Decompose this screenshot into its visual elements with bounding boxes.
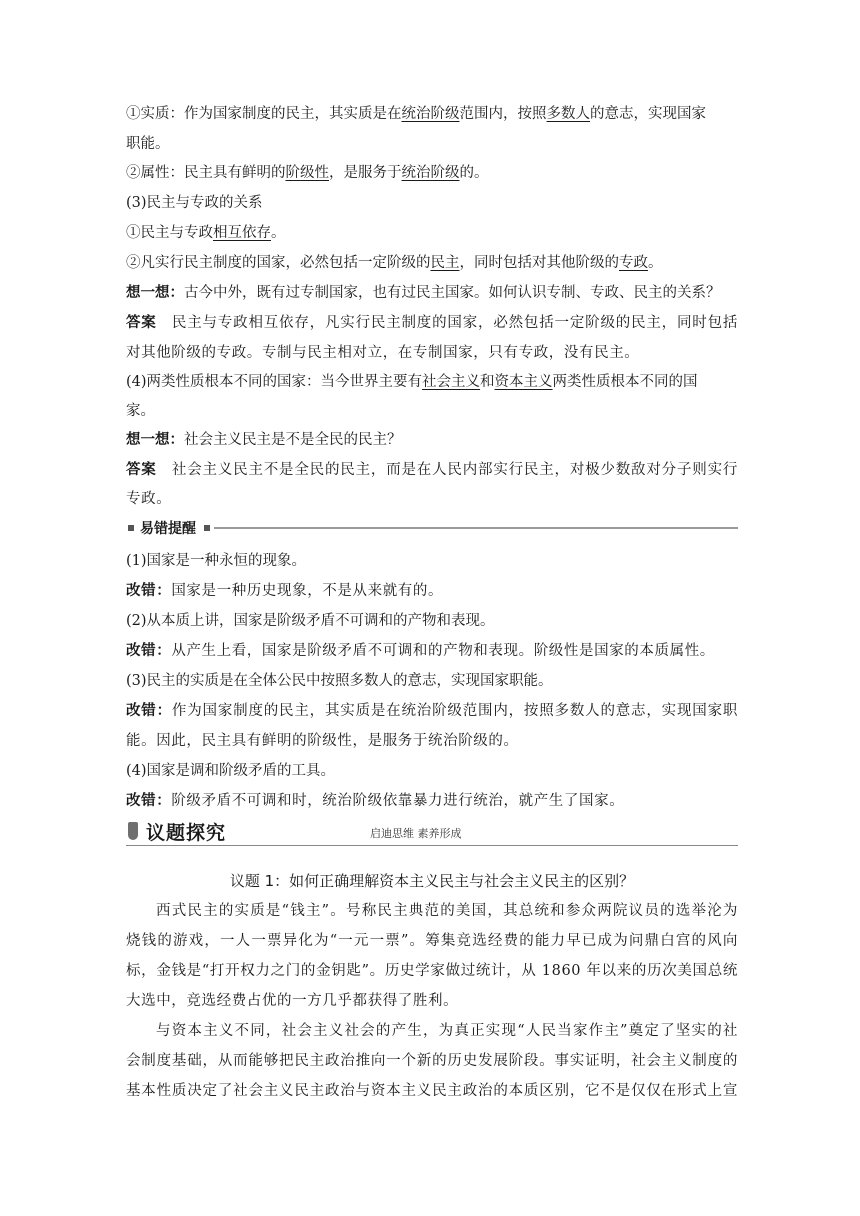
answer-blank: 专政 (619, 255, 648, 271)
text: ②属性：民主具有鲜明的 (126, 165, 286, 181)
answer-blank: 多数人 (546, 106, 590, 122)
subheading: (3)民主与专政的关系 (126, 195, 263, 211)
text: 和 (480, 374, 495, 390)
section-header (126, 818, 738, 846)
relation-line-2 (126, 253, 738, 273)
paragraph-line: 会制度基础，从而能够把民主政治推向一个新的历史发展阶段。事实证明，社会主义制度的 (126, 1053, 738, 1069)
answer-label: 答案 (126, 315, 157, 331)
text: 的。 (459, 165, 489, 181)
text-line: 家。 (126, 403, 155, 419)
text: ，同时包括对其他阶级的 (459, 255, 619, 271)
bookmark-icon (128, 822, 138, 840)
text: ，是服务于 (329, 165, 402, 181)
square-bullet-icon (128, 525, 134, 531)
error-hint-label: 易错提醒 (140, 521, 196, 537)
text: 。 (271, 225, 286, 241)
correction (126, 701, 738, 721)
think-question-2 (126, 430, 738, 450)
text: 的意志，实现国家 (590, 106, 706, 122)
attribute-line (126, 163, 738, 183)
text: 范围内，按照 (459, 106, 547, 122)
section-title: 议题探究 (146, 822, 227, 844)
paragraph-line: 烧钱的游戏，一人一票异化为“一元一票”。筹集竞选经费的能力早已成为问鼎白宫的风向 (126, 933, 738, 949)
think-question-1 (126, 283, 738, 303)
text: 国家是一种历史现象，不是从来就有的。 (171, 583, 444, 599)
error-statement: (3)民主的实质是在全体公民中按照多数人的意志，实现国家职能。 (126, 673, 553, 689)
correction (126, 581, 738, 601)
text: ①实质：作为国家制度的民主，其实质是在 (126, 106, 402, 122)
paragraph-line: 西式民主的实质是“钱主”。号称民主典范的美国，其总统和参众两院议员的选举沦为 (156, 903, 738, 919)
answer-blank: 资本主义 (494, 374, 553, 390)
think-label: 想一想： (126, 285, 184, 301)
answer-blank: 社会主义 (422, 374, 481, 390)
correction-label: 改错： (126, 793, 172, 809)
error-statement: (2)从本质上讲，国家是阶级矛盾不可调和的产物和表现。 (126, 613, 495, 629)
answer-label: 答案 (126, 462, 157, 478)
answer-line-2: 对其他阶级的专政。专制与民主相对立，在专制国家，只有专政，没有民主。 (126, 345, 640, 361)
text: 古今中外，既有过专制国家，也有过民主国家。如何认识专制、专政、民主的关系？ (184, 285, 721, 301)
correction-label: 改错： (126, 703, 172, 719)
relation-line-1 (126, 223, 738, 243)
text-line: 职能。 (126, 136, 170, 152)
answer-line-4: 专政。 (126, 491, 172, 507)
error-statement: (1)国家是一种永恒的现象。 (126, 553, 307, 569)
answer-blank: 相互依存 (213, 225, 271, 241)
essence-line (126, 104, 738, 124)
text: (4)两类性质根本不同的国家：当今世界主要有 (126, 374, 423, 390)
divider (214, 527, 738, 529)
think-label: 想一想： (126, 432, 184, 448)
answer-line-3 (126, 460, 738, 480)
correction (126, 641, 738, 661)
text: 社会主义民主不是全民的民主，而是在人民内部实行民主，对极少数敌对分子则实行 (171, 462, 738, 478)
text: 从产生上看，国家是阶级矛盾不可调和的产物和表现。阶级性是国家的本质属性。 (171, 643, 715, 659)
section-subtitle: 启迪思维 素养形成 (370, 827, 462, 840)
text: ①民主与专政 (126, 225, 213, 241)
paragraph-line: 标，金钱是“打开权力之门的金钥匙”。历史学家做过统计，从 1860 年以来的历次美国总统 (126, 963, 738, 979)
answer-blank: 阶级性 (285, 165, 329, 181)
paragraph-line: 与资本主义不同，社会主义社会的产生，为真正实现“人民当家作主”奠定了坚实的社 (156, 1023, 738, 1039)
text: 民主与专政相互依存，凡实行民主制度的国家，必然包括一定阶级的民主，同时包括 (171, 315, 738, 331)
error-hint-header (126, 518, 738, 538)
text: ②凡实行民主制度的国家，必然包括一定阶级的 (126, 255, 431, 271)
topic-title: 议题 1：如何正确理解资本主义民主与社会主义民主的区别？ (229, 872, 635, 890)
divider (126, 845, 738, 846)
paragraph-line: 基本性质决定了社会主义民主政治与资本主义民主政治的本质区别，它不是仅仅在形式上宣 (126, 1083, 738, 1099)
correction-label: 改错： (126, 583, 172, 599)
answer-blank: 统治阶级 (401, 165, 460, 181)
text: 社会主义民主是不是全民的民主？ (184, 432, 402, 448)
text: 两类性质根本不同的国 (552, 374, 698, 390)
answer-blank: 民主 (430, 255, 460, 271)
answer-line-1 (126, 313, 738, 333)
error-statement: (4)国家是调和阶级矛盾的工具。 (126, 763, 336, 779)
answer-blank: 统治阶级 (401, 106, 460, 122)
paragraph-line: 大选中，竞选经费占优的一方几乎都获得了胜利。 (126, 993, 459, 1009)
text: 作为国家制度的民主，其实质是在统治阶级范围内，按照多数人的意志，实现国家职 (171, 703, 738, 719)
correction (126, 791, 738, 811)
two-states-line (126, 372, 738, 392)
correction-continued: 能。因此，民主具有鲜明的阶级性，是服务于统治阶级的。 (126, 733, 519, 749)
correction-label: 改错： (126, 643, 172, 659)
text: 。 (648, 255, 663, 271)
text: 阶级矛盾不可调和时，统治阶级依靠暴力进行统治，就产生了国家。 (171, 793, 625, 809)
square-bullet-icon (204, 525, 210, 531)
